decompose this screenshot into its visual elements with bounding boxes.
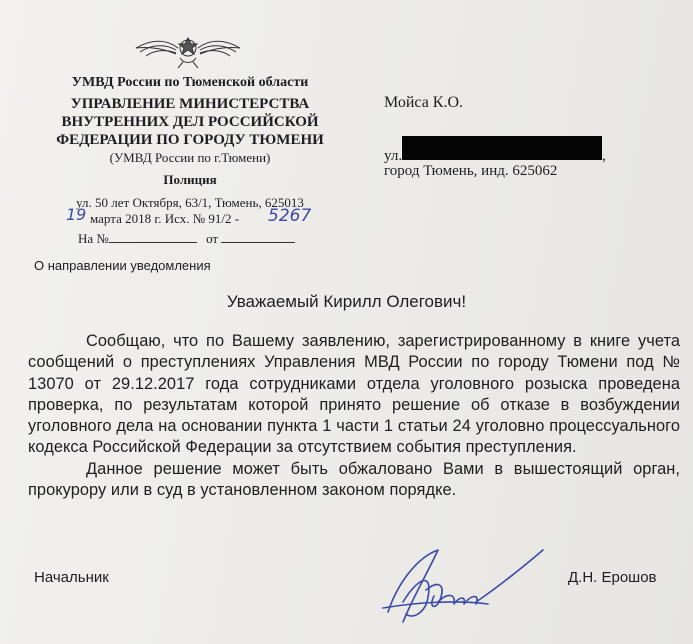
signatory-position: Начальник: [34, 569, 109, 586]
reply-date-blank: [221, 228, 295, 243]
department-line-1: УПРАВЛЕНИЕ МИНИСТЕРСТВА: [70, 96, 310, 112]
handwritten-outgoing-number: 5267: [268, 206, 312, 226]
recipient-city: город Тюмень, инд. 625062: [384, 163, 558, 179]
reply-to-line: [78, 228, 295, 247]
date-line: [62, 211, 239, 227]
reply-number-blank: [109, 228, 197, 243]
salutation: Уважаемый Кирилл Олегович!: [226, 292, 467, 311]
sender-address: ул. 50 лет Октября, 63/1, Тюмень, 625013: [76, 195, 304, 210]
department-line-2: ВНУТРЕННИХ ДЕЛ РОССИЙСКОЙ: [61, 114, 319, 130]
handwritten-day: 19: [66, 205, 87, 224]
signatory-name: Д.Н. Ерошов: [568, 569, 657, 586]
street-suffix: ,: [602, 148, 606, 164]
reply-to-label: На №: [78, 231, 109, 246]
body-paragraph-2: Данное решение может быть обжаловано Вами в вышестоящий орган, прокурору или в суд в установленном законом порядке.: [28, 459, 680, 500]
regional-office: УМВД России по Тюменской области: [71, 75, 309, 90]
body-paragraph-1: Сообщаю, что по Вашему заявлению, зарегистрированному в книге учета сообщений о преступлениях Управления МВД России по городу Тюмени под № 13070 от 29.12.2017 года сотрудниками отдела уголовного розыска проведена проверка, по результатам которой принято решение об отказе в возбуждении уголовного дела на основании пункта 1 части 1 статьи 24 уголовно процессуального кодекса Российской Федерации за отсутствием события преступления.: [28, 332, 680, 457]
mvd-emblem-icon: [128, 30, 248, 70]
department-line-3: ФЕДЕРАЦИИ ПО ГОРОДУ ТЮМЕНИ: [56, 132, 324, 148]
subject: О направлении уведомления: [34, 258, 211, 273]
handwritten-signature: [368, 542, 558, 632]
street-prefix: ул.: [384, 148, 403, 164]
department-abbreviation: (УМВД России по г.Тюмени): [109, 150, 271, 165]
reply-from-label: от: [206, 231, 219, 246]
service-name: Полиция: [163, 172, 217, 187]
letter-body: [28, 331, 680, 501]
recipient-name: Мойса К.О.: [384, 94, 464, 111]
date-rest: марта 2018 г. Исх. № 91/2 -: [90, 211, 240, 226]
redaction-bar: [402, 136, 602, 160]
